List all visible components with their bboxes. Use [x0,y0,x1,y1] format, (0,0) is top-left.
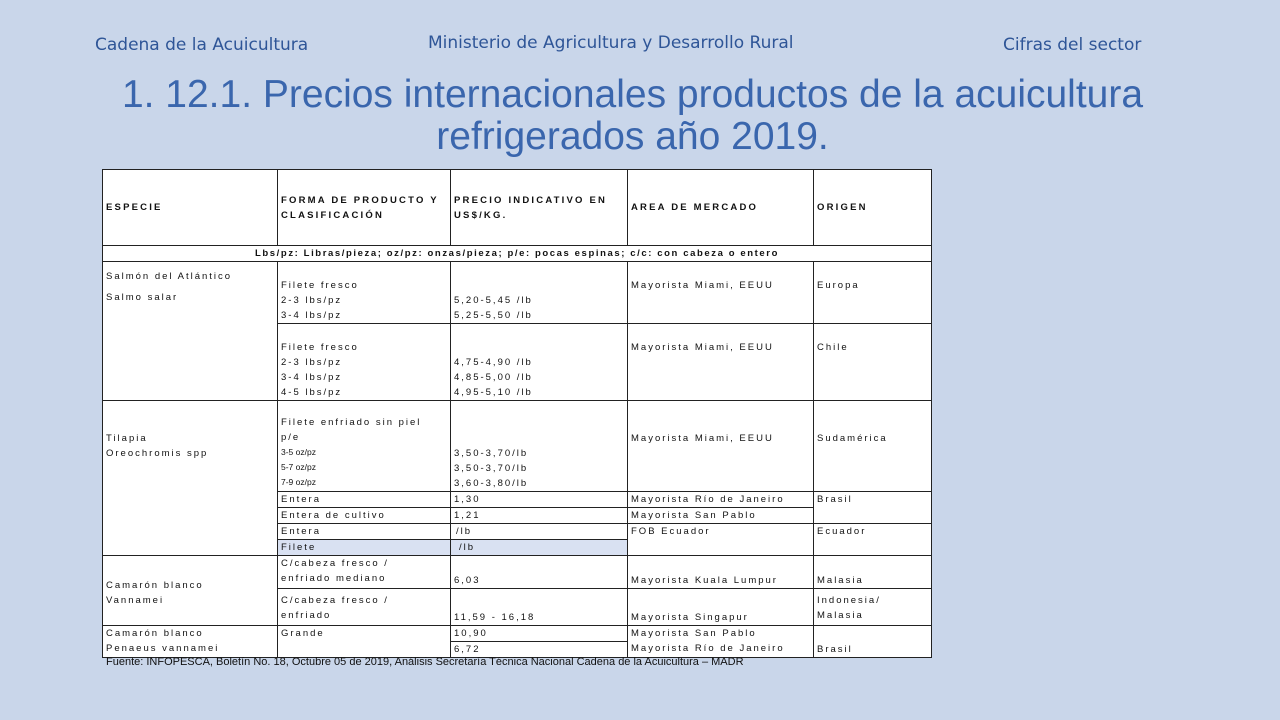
form-text: 7-9 oz/pz [281,477,316,487]
form-text: 2-3 lbs/pz [281,295,343,306]
species-scientific: Salmo salar [106,292,179,303]
species-name: Camarón blanco [106,628,204,639]
header-center: Ministerio de Agricultura y Desarrollo Rural [428,33,794,53]
market-text: Mayorista San Pablo [631,628,757,639]
market-text: Mayorista Río de Janeiro [631,643,785,654]
header-left: Cadena de la Acuicultura [95,35,309,55]
column-header: ESPECIE [103,170,278,246]
column-header: FORMA DE PRODUCTO Y CLASIFICACIÓN [278,170,451,246]
form-cell [278,589,451,626]
form-cell [278,262,451,324]
origin-cell: Brasil [814,626,932,658]
market-cell: Mayorista Kuala Lumpur [628,556,814,589]
origin-cell: Europa [814,262,932,324]
column-header: PRECIO INDICATIVO EN US$/KG. [451,170,628,246]
column-header: AREA DE MERCADO [628,170,814,246]
species-cell [103,626,278,658]
form-cell [278,556,451,589]
prices-table [102,169,932,658]
abbreviations-legend: Lbs/pz: Libras/pieza; oz/pz: onzas/pieza; p/e: pocas espinas; c/c: con cabeza o entero [103,246,932,262]
form-cell: Entera de cultivo [278,508,451,524]
form-text: enfriado [281,610,332,621]
market-cell: Mayorista Singapur [628,589,814,626]
source-note: Fuente: INFOPESCA, Boletín No. 18, Octubre 05 de 2019, Análisis Secretaría Técnica Nacional Cadena de la Acuicultura – MADR [106,656,744,668]
form-cell: Filete [278,540,451,556]
form-text: 3-4 lbs/pz [281,372,343,383]
form-text: C/cabeza fresco / [281,558,389,569]
origin-cell [814,589,932,626]
origin-cell: Chile [814,324,932,401]
price-text: 4,95-5,10 /lb [454,387,533,398]
origin-cell: Ecuador [814,524,932,556]
market-cell: Mayorista Miami, EEUU [628,324,814,401]
market-cell: Mayorista San Pablo [628,508,814,524]
form-cell [278,324,451,401]
table-header-row [103,170,932,246]
table-row [103,262,932,324]
title-line-1: 1. 12.1. Precios internacionales productos de la acuicultura [121,73,1144,116]
origin-text: Indonesia/ [817,595,881,606]
market-cell: Mayorista Miami, EEUU [628,401,814,492]
price-text: 4,75-4,90 /lb [454,357,533,368]
table-row [103,401,932,492]
price-text: 3,60-3,80/lb [454,478,529,489]
table-row [103,556,932,589]
price-cell: 1,21 [451,508,628,524]
species-name: Camarón blanco [106,579,204,591]
species-cell [103,401,278,556]
price-cell: 6,72 [451,642,628,658]
price-cell [451,262,628,324]
species-cell [103,262,278,401]
species-scientific: Vannamei [106,594,165,606]
market-cell: Mayorista Río de Janeiro [628,492,814,508]
form-text: 3-4 lbs/pz [281,310,343,321]
column-header: ORIGEN [814,170,932,246]
market-cell: FOB Ecuador [628,524,814,556]
form-text: Filete fresco [281,280,359,291]
price-cell [451,324,628,401]
price-cell: /lb [451,524,628,540]
form-text: 4-5 lbs/pz [281,387,343,398]
price-text: 3,50-3,70/lb [454,448,529,459]
species-cell [103,556,278,626]
price-text: 5,25-5,50 /lb [454,310,533,321]
form-text: 5-7 oz/pz [281,462,316,472]
price-cell [451,401,628,492]
form-cell: Entera [278,492,451,508]
form-text: p/e [281,432,301,443]
header-right: Cifras del sector [1003,35,1142,55]
form-cell: Grande [278,626,451,658]
form-text: C/cabeza fresco / [281,595,389,606]
market-cell: Mayorista Miami, EEUU [628,262,814,324]
origin-cell: Sudamérica [814,401,932,492]
form-cell: Entera [278,524,451,540]
form-text: 2-3 lbs/pz [281,357,343,368]
origin-text: Malasia [817,610,864,621]
price-text: 5,20-5,45 /lb [454,295,533,306]
form-cell [278,401,451,492]
price-text: 3,50-3,70/lb [454,463,529,474]
price-cell: 6,03 [451,556,628,589]
price-cell: 10,90 [451,626,628,642]
origin-cell: Brasil [814,492,932,524]
page-title [0,74,1265,158]
price-cell: 11,59 - 16,18 [451,589,628,626]
species-scientific: Oreochromis spp [106,448,209,459]
title-line-2: refrigerados año 2019. [436,115,829,158]
form-text: 3-5 oz/pz [281,447,316,457]
species-name: Salmón del Atlántico [106,271,233,282]
market-cell [628,626,814,658]
price-text: 4,85-5,00 /lb [454,372,533,383]
form-text: Filete enfriado sin piel [281,417,422,428]
legend-row [103,246,932,262]
price-cell: /lb [451,540,628,556]
origin-cell: Malasia [814,556,932,589]
table-row [103,626,932,642]
form-text: Filete fresco [281,342,359,353]
price-cell: 1,30 [451,492,628,508]
species-name: Tilapia [106,433,148,444]
form-text: enfriado mediano [281,573,387,584]
species-scientific: Penaeus vannamei [106,643,220,654]
